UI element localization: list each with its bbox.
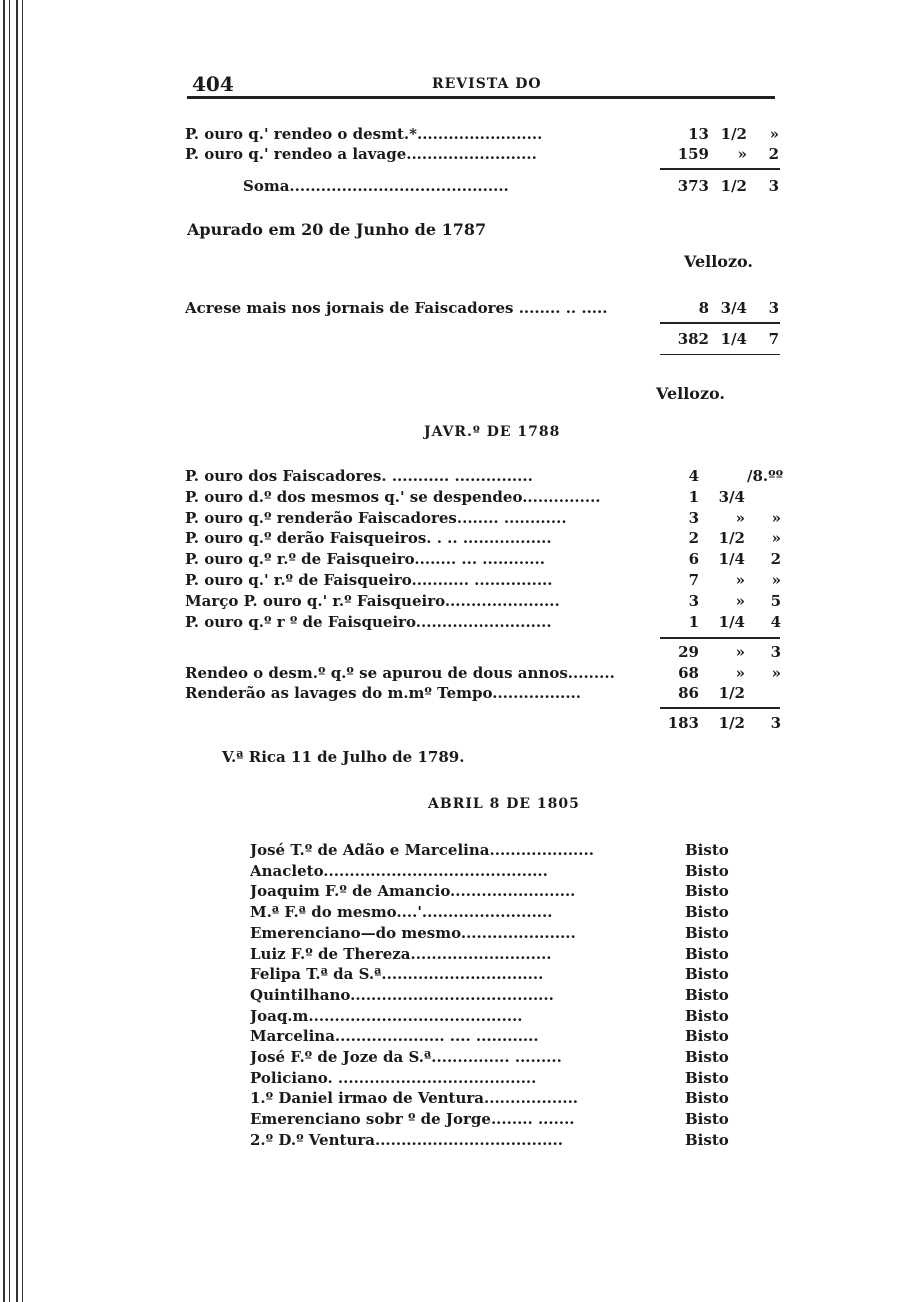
total-value-c: 3	[770, 714, 781, 732]
signature: Vellozo.	[684, 252, 753, 271]
row-value-a: 68	[678, 664, 699, 682]
row-value-a: 1	[688, 487, 699, 506]
sum-value-c: 7	[768, 330, 779, 348]
ledger-row	[185, 591, 785, 611]
list-item	[250, 964, 730, 984]
row-value-c: 2	[768, 145, 779, 163]
row-label: P. ouro d.º dos mesmos q.' se despendeo...............	[185, 487, 601, 506]
total-value-b: »	[735, 643, 745, 661]
list-item	[250, 944, 730, 964]
sum-row	[185, 176, 785, 196]
sum-rule	[660, 637, 780, 639]
place-date: V.ª Rica 11 de Julho de 1789.	[222, 748, 465, 766]
ledger-row	[185, 144, 785, 164]
list-item-value: Bisto	[685, 1110, 729, 1129]
row-value-b: 3/4	[720, 299, 747, 317]
list-item	[250, 1047, 730, 1067]
list-item	[250, 902, 730, 922]
list-item-value: Bisto	[685, 903, 729, 922]
list-item-value: Bisto	[685, 1089, 729, 1108]
section-heading: ABRIL 8 DE 1805	[428, 796, 580, 812]
ledger-row	[185, 487, 785, 507]
list-item-name: M.ª F.ª do mesmo....'.........................	[250, 903, 553, 922]
list-item-name: Luiz F.º de Thereza...........................	[250, 944, 552, 963]
total-value-c: 3	[770, 643, 781, 661]
sum-value-a: 382	[677, 330, 709, 348]
list-item	[250, 1109, 730, 1129]
total-value-b: 1/2	[718, 714, 745, 732]
list-item-value: Bisto	[685, 882, 729, 901]
row-value-b: »	[737, 145, 747, 163]
row-value-a: 7	[688, 571, 699, 589]
row-label: P. ouro q.' rendeo a lavage.........................	[185, 145, 537, 163]
row-value-a: 13	[688, 125, 709, 143]
list-item-value: Bisto	[685, 1027, 729, 1046]
row-value-a: 3	[688, 508, 699, 527]
list-item-name: José T.º de Adão e Marcelina....................	[250, 841, 594, 859]
ledger-row	[185, 612, 785, 632]
row-value-b: »	[735, 591, 745, 610]
section-heading: JAVR.º DE 1788	[424, 424, 561, 440]
sum-value-b: 1/4	[720, 330, 747, 348]
list-item	[250, 1068, 730, 1088]
list-item-value: Bisto	[685, 1068, 729, 1087]
ledger-row	[185, 466, 785, 486]
row-value-b: »	[735, 508, 745, 527]
row-label: P. ouro q.º renderão Faiscadores........ ............	[185, 508, 567, 527]
total-value-a: 29	[678, 643, 699, 661]
row-value-b: »	[735, 571, 745, 589]
row-value-c: »	[769, 125, 779, 143]
ledger-row	[185, 508, 785, 528]
row-value-b: 1/4	[718, 612, 745, 631]
ledger-row	[185, 570, 785, 590]
list-item	[250, 881, 730, 901]
list-item-value: Bisto	[685, 965, 729, 984]
row-label: Acrese mais nos jornais de Faiscadores ........ .. .....	[185, 299, 608, 317]
row-value-b: 1/2	[718, 684, 745, 702]
list-item-value: Bisto	[685, 1006, 729, 1025]
list-item	[250, 923, 730, 943]
row-value-c: /8.ºº	[747, 467, 784, 485]
ledger-row	[185, 683, 785, 703]
total-value-a: 183	[667, 714, 699, 732]
list-item-name: Emerenciano—do mesmo......................	[250, 923, 576, 942]
subtotal-row	[185, 642, 785, 662]
row-value-a: 8	[698, 299, 709, 317]
list-item	[250, 985, 730, 1005]
list-item	[250, 1088, 730, 1108]
sum-value-a: 373	[677, 177, 709, 195]
list-item-value: Bisto	[685, 985, 729, 1004]
sum-row	[185, 329, 785, 349]
row-value-a: 1	[688, 612, 699, 631]
row-value-c: »	[771, 664, 781, 682]
row-value-a: 4	[688, 467, 699, 485]
list-item-name: 2.º D.º Ventura....................................	[250, 1130, 563, 1149]
row-label: Renderão as lavages do m.mº Tempo.................	[185, 684, 581, 702]
list-item-value: Bisto	[685, 944, 729, 963]
row-value-b: 1/2	[718, 529, 745, 548]
list-item	[250, 840, 730, 860]
page-number: 404	[192, 72, 234, 96]
ledger-row	[185, 528, 785, 548]
row-value-c: »	[771, 529, 781, 548]
list-item	[250, 1006, 730, 1026]
sum-rule	[660, 322, 780, 324]
row-label: P. ouro q.º r º de Faisqueiro..........................	[185, 612, 552, 631]
apurado-line: Apurado em 20 de Junho de 1787	[187, 220, 487, 239]
ledger-row	[185, 298, 785, 318]
list-item-name: Felipa T.ª da S.ª...............................	[250, 965, 544, 984]
list-item-value: Bisto	[685, 923, 729, 942]
sum-value-b: 1/2	[720, 177, 747, 195]
row-value-b: 1/4	[718, 550, 745, 569]
list-item-name: Joaq.m.........................................	[250, 1006, 523, 1025]
row-label: P. ouro q.º r.º de Faisqueiro........ ... ............	[185, 550, 545, 569]
list-item-value: Bisto	[685, 1130, 729, 1149]
row-value-a: 159	[677, 145, 709, 163]
list-item-name: Emerenciano sobr º de Jorge........ .......	[250, 1110, 575, 1129]
ledger-row	[185, 663, 785, 683]
list-item-value: Bisto	[685, 861, 729, 880]
sum-label: Soma..........................................	[243, 177, 509, 195]
row-value-b: 3/4	[718, 487, 745, 506]
list-item	[250, 861, 730, 881]
list-item-name: Anacleto...........................................	[250, 861, 548, 880]
list-item-name: Marcelina..................... .... ............	[250, 1027, 539, 1046]
sum-value-c: 3	[768, 177, 779, 195]
row-value-a: 3	[688, 591, 699, 610]
ledger-row	[185, 549, 785, 569]
row-label: P. ouro dos Faiscadores. ........... ...............	[185, 467, 533, 485]
row-value-b: »	[735, 664, 745, 682]
sum-rule	[660, 168, 780, 170]
row-value-c: 5	[770, 591, 781, 610]
list-item-value: Bisto	[685, 841, 729, 859]
list-item-name: Quintilhano.......................................	[250, 985, 554, 1004]
list-item-value: Bisto	[685, 1048, 729, 1066]
total-row	[185, 713, 785, 733]
row-value-c: »	[771, 508, 781, 527]
signature: Vellozo.	[656, 384, 725, 403]
row-value-a: 86	[678, 684, 699, 702]
row-value-c: 2	[770, 550, 781, 569]
list-item	[250, 1130, 730, 1150]
row-label: P. ouro q.' rendeo o desmt.*........................	[185, 125, 543, 143]
row-label: Março P. ouro q.' r.º Faisqueiro......................	[185, 591, 560, 610]
row-value-a: 2	[688, 529, 699, 548]
list-item-name: José F.º de Joze da S.ª............... .........	[250, 1048, 562, 1066]
row-label: P. ouro q.' r.º de Faisqueiro........... ...............	[185, 571, 553, 589]
row-value-c: 4	[770, 612, 781, 631]
row-value-a: 6	[688, 550, 699, 569]
list-item-name: 1.º Daniel irmao de Ventura..................	[250, 1089, 579, 1108]
running-title: REVISTA DO	[432, 76, 542, 92]
row-label: Rendeo o desm.º q.º se apurou de dous annos.........	[185, 664, 615, 682]
list-item-name: Joaquim F.º de Amancio........................	[250, 882, 576, 901]
sum-rule	[660, 707, 780, 709]
row-value-c: 3	[768, 299, 779, 317]
row-value-b: 1/2	[720, 125, 747, 143]
row-value-c: »	[771, 571, 781, 589]
binding-gutter	[0, 0, 30, 1302]
sum-rule	[660, 354, 780, 355]
header-rule	[187, 96, 775, 99]
row-label: P. ouro q.º derão Faisqueiros. . .. .................	[185, 529, 552, 548]
ledger-row	[185, 124, 785, 144]
list-item	[250, 1026, 730, 1046]
list-item-name: Policiano. ......................................	[250, 1068, 537, 1087]
